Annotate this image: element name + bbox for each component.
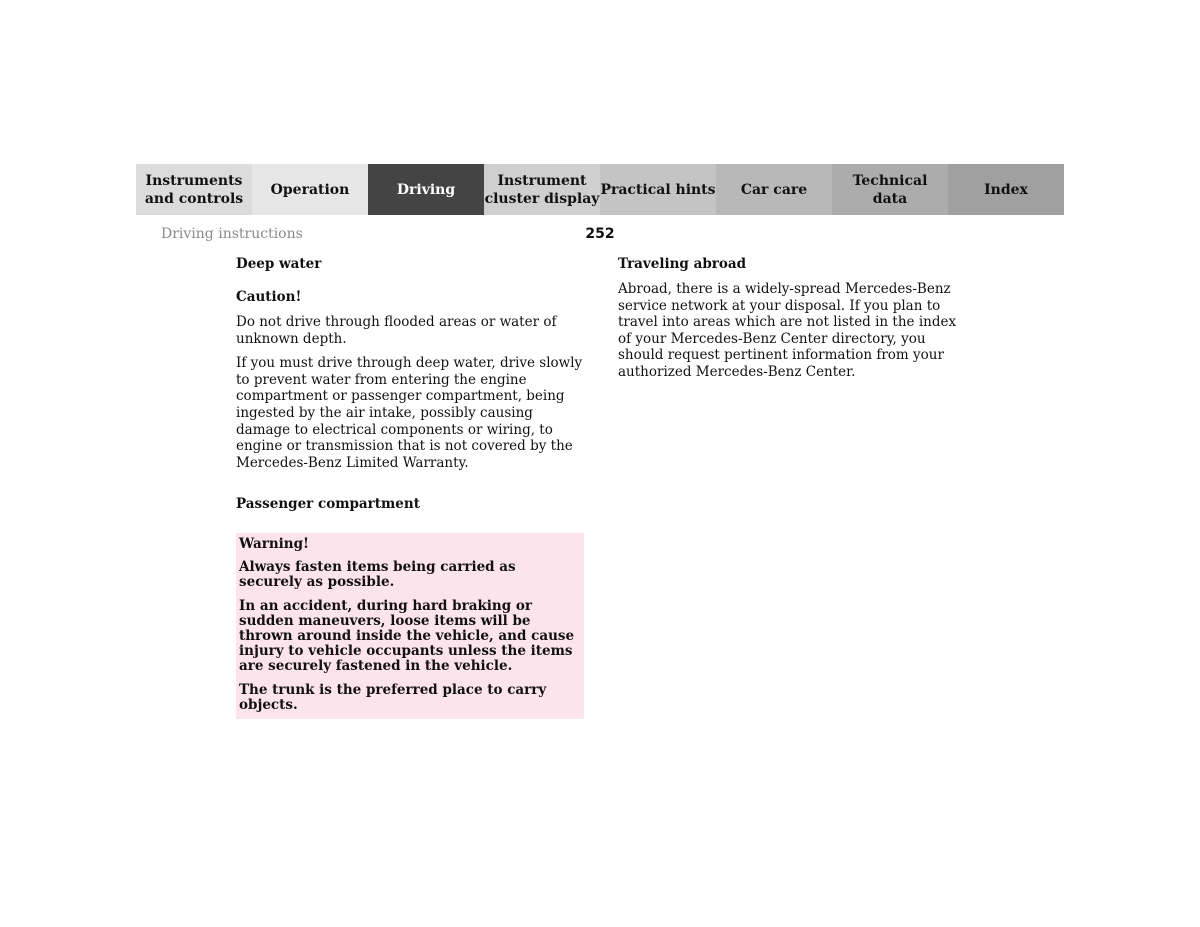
warning-paragraph-3: The trunk is the preferred place to carry objects. [239,682,547,714]
tab-car-care[interactable]: Car care [716,164,832,215]
traveling-abroad-heading: Traveling abroad [618,256,747,272]
tab-technical-data[interactable]: Technical data [832,164,948,215]
caution-paragraph-2: If you must drive through deep water, drive slowly to prevent water from entering the engine compartment or passenger compartment, being ingested by the air intake, possibly causing damage to electrical components or wiring, to engine or transmission that is not covered by the Mercedes-Benz Limited Warranty. [236,355,583,471]
tab-driving[interactable]: Driving [368,164,484,215]
passenger-compartment-heading: Passenger compartment [236,496,420,513]
tab-instrument-cluster-display[interactable]: Instrument cluster display [484,164,600,215]
tab-operation[interactable]: Operation [252,164,368,215]
tab-index[interactable]: Index [948,164,1064,215]
left-column [236,256,588,719]
deep-water-heading: Deep water [236,256,322,272]
tab-practical-hints[interactable]: Practical hints [600,164,716,215]
caution-heading: Caution! [236,289,302,305]
warning-box [236,533,584,719]
section-title: Driving instructions [161,226,303,242]
caution-paragraph-1: Do not drive through flooded areas or water of unknown depth. [236,314,557,347]
traveling-abroad-paragraph: Abroad, there is a widely-spread Mercedes-Benz service network at your disposal. If you plan to travel into areas which are not listed in the index of your Mercedes-Benz Center directory, you should request pertinent information from your authorized Mercedes-Benz Center. [618,281,957,380]
warning-paragraph-1: Always fasten items being carried as securely as possible. [239,559,516,591]
chapter-tab-bar [136,164,1064,215]
tab-instruments-and-controls[interactable]: Instruments and controls [136,164,252,215]
warning-title: Warning! [239,536,309,553]
right-column [618,256,968,381]
warning-paragraph-2: In an accident, during hard braking or sudden maneuvers, loose items will be thrown around inside the vehicle, and cause injury to vehicle occupants unless the items are securely fastened in the vehicle. [239,598,575,675]
page-number: 252 [585,226,615,242]
